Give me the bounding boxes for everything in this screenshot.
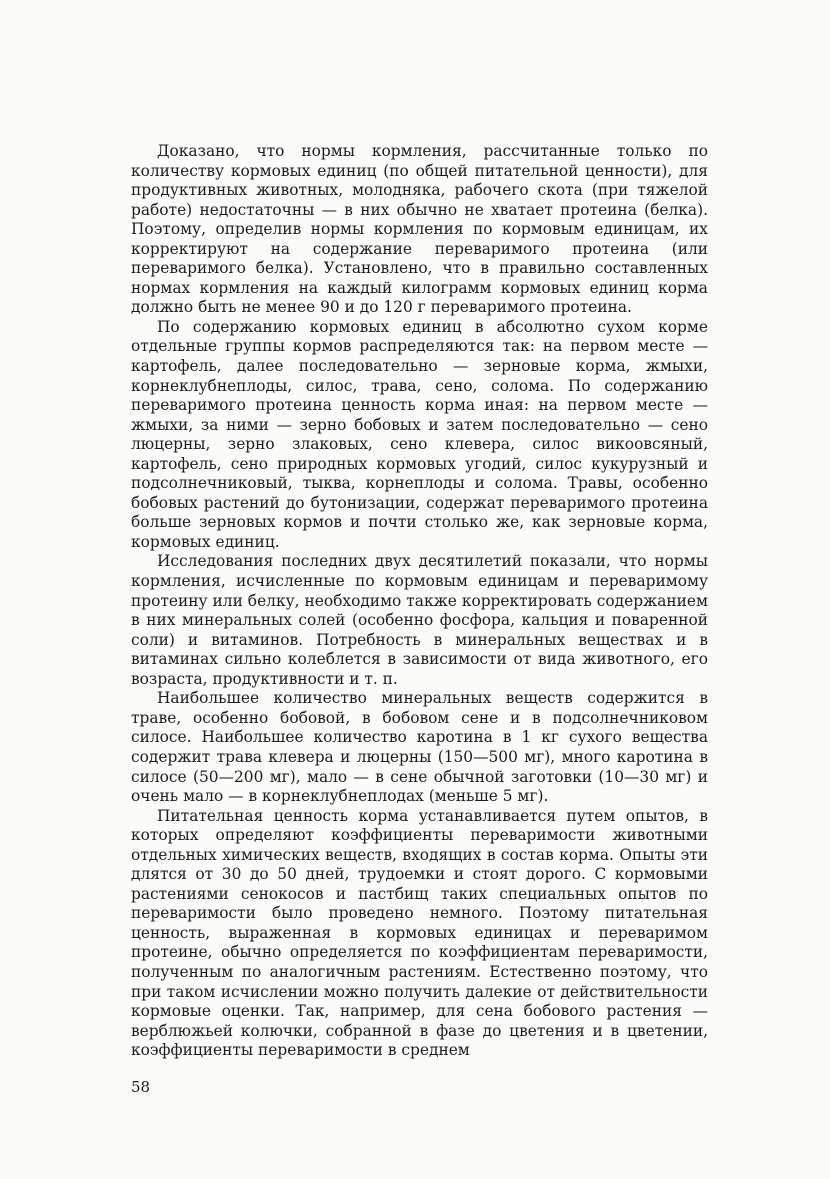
body-text — [131, 142, 708, 1061]
paragraph-protein-norms: Доказано, что нормы кормления, рассчитанные только по количеству кормовых единиц (по общей питательной ценности), для продуктивных животных, молодняка, рабочего скота (при тяжелой работе) недостаточны — в них обычно не хватает протеина (белка). Поэтому, определив нормы кормления по кормовым единицам, их корректируют на содержание переваримого протеина (или переваримого белка). Установлено, что в правильно составленных нормах кормления на каждый килограмм кормовых единиц корма должно быть не менее 90 и до 120 г переваримого протеина. — [131, 142, 708, 317]
page-number: 58 — [131, 1078, 151, 1096]
paragraph-carotene: Наибольшее количество минеральных веществ содержится в траве, особенно бобовой, в бобовом сене и в подсолнечниковом силосе. Наибольшее количество каротина в 1 кг сухого вещества содержит трава клевера и люцерны (150—500 мг), много каротина в силосе (50—200 мг), мало — в сене обычной заготовки (10—30 мг) и очень мало — в корнеклубнеплодах (меньше 5 мг). — [131, 689, 708, 806]
paragraph-feed-groups: По содержанию кормовых единиц в абсолютно сухом корме отдельные группы кормов распределяются так: на первом месте — картофель, далее последовательно — зерновые корма, жмыхи, корнеклубнеплоды, силос, трава, сено, солома. По содержанию переваримого протеина ценность корма иная: на первом месте — жмыхи, за ними — зерно бобовых и затем последовательно — сено люцерны, зерно злаковых, сено клевера, силос викоовсяный, картофель, сено природных кормовых угодий, силос кукурузный и подсолнечниковый, тыква, корнеплоды и солома. Травы, особенно бобовых растений до бутонизации, содержат переваримого протеина больше зерновых кормов и почти столько же, как зерновые корма, кормовых единиц. — [131, 317, 708, 551]
paragraph-digestibility: Питательная ценность корма устанавливается путем опытов, в которых определяют коэффициенты переваримости животными отдельных химических веществ, входящих в состав корма. Опыты эти длятся от 30 до 50 дней, трудоемки и стоят дорого. С кормовыми растениями сенокосов и пастбищ таких специальных опытов по переваримости было проведено немного. Поэтому питательная ценность, выраженная в кормовых единицах и переваримом протеине, обычно определяется по коэффициентам переваримости, полученным по аналогичным растениям. Естественно поэтому, что при таком исчислении можно получить далекие от действительности кормовые оценки. Так, например, для сена бобового растения — верблюжьей колючки, собранной в фазе до цветения и в цветении, коэффициенты переваримости в среднем — [131, 806, 708, 1060]
paragraph-minerals-vitamins: Исследования последних двух десятилетий показали, что нормы кормления, исчисленные по кормовым единицам и переваримому протеину или белку, необходимо также корректировать содержанием в них минеральных солей (особенно фосфора, кальция и поваренной соли) и витаминов. Потребность в минеральных веществах и в витаминах сильно колеблется в зависимости от вида животного, его возраста, продуктивности и т. п. — [131, 552, 708, 688]
